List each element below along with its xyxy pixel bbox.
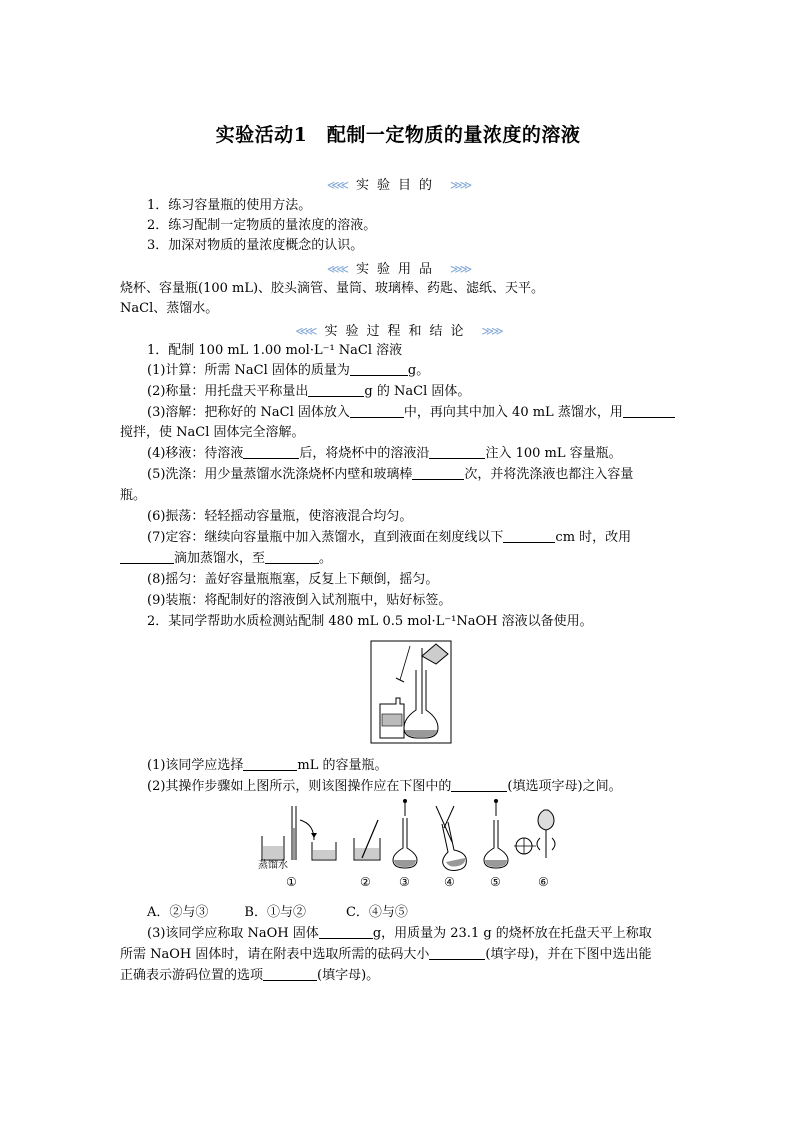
- step-4-figure: [436, 806, 466, 871]
- answer-blank[interactable]: [319, 924, 373, 939]
- step-2-figure: [354, 820, 380, 860]
- ornament-right-icon: ≫≫: [481, 324, 501, 338]
- step-label-4: ④: [444, 875, 455, 889]
- option-c[interactable]: C．④与⑤: [345, 905, 408, 920]
- steps-figure: [256, 798, 556, 890]
- step-label-3: ③: [399, 875, 410, 889]
- answer-blank[interactable]: [350, 361, 408, 376]
- materials-line-1: 烧杯、容量瓶(100 mL)、胶头滴管、量筒、玻璃棒、药匙、滤纸、天平。: [120, 281, 545, 296]
- q1-step-8: (8)摇匀：盖好容量瓶瓶塞，反复上下颠倒，摇匀。: [147, 572, 439, 587]
- section-header-materials: ≪≪ 实验用品 ≫≫: [326, 262, 470, 277]
- answer-blank[interactable]: [120, 549, 174, 564]
- q1-step-5: (5)洗涤：用少量蒸馏水洗涤烧杯内壁和玻璃棒 次，并将洗涤液也都注入容量: [147, 467, 634, 482]
- q1-step-6: (6)振荡：轻轻摇动容量瓶，使溶液混合均匀。: [147, 509, 413, 524]
- purpose-item-3: 3．加深对物质的量浓度概念的认识。: [147, 238, 364, 253]
- step-label-1: ①: [286, 875, 297, 889]
- q1-step-3-cont: 搅拌，使 NaCl 固体完全溶解。: [120, 425, 305, 440]
- ornament-right-icon: ≫≫: [450, 178, 470, 192]
- step-1-figure: [262, 806, 336, 860]
- step-6-figure: [537, 810, 555, 858]
- ornament-right-icon: ≫≫: [450, 262, 470, 276]
- ornament-left-icon: ≪≪: [326, 178, 346, 192]
- q1-step-2: (2)称量：用托盘天平称量出 g 的 NaCl 固体。: [147, 384, 471, 399]
- answer-blank[interactable]: [451, 777, 507, 792]
- ornament-left-icon: ≪≪: [295, 324, 315, 338]
- option-a[interactable]: A．②与③: [147, 905, 209, 920]
- answer-blank[interactable]: [243, 756, 297, 771]
- ornament-left-icon: ≪≪: [326, 262, 346, 276]
- step-5-figure: [484, 799, 536, 868]
- q1-step-1: (1)计算：所需 NaCl 固体的质量为 g。: [147, 363, 430, 378]
- page-title: 实验活动1 配制一定物质的量浓度的溶液: [215, 124, 581, 146]
- step-label-2: ②: [360, 875, 371, 889]
- q1-step-5-cont: 瓶。: [120, 488, 147, 503]
- purpose-item-2: 2．练习配制一定物质的量浓度的溶液。: [147, 218, 377, 233]
- answer-blank[interactable]: [263, 966, 317, 981]
- step-label-5: ⑤: [490, 875, 501, 889]
- answer-blank[interactable]: [623, 403, 675, 418]
- answer-blank[interactable]: [265, 549, 319, 564]
- section-header-purpose: ≪≪ 实验目的 ≫≫: [326, 178, 470, 193]
- answer-blank[interactable]: [350, 403, 404, 418]
- step-3-figure: [393, 799, 417, 868]
- q2-part-3-line-3: 正确表示游码位置的选项 (填字母)。: [120, 968, 380, 983]
- q2-part-2: (2)其操作步骤如上图所示，则该图操作应在下图中的 (填选项字母)之间。: [147, 779, 622, 794]
- section-header-process: ≪≪ 实验过程和结论 ≫≫: [295, 324, 501, 339]
- step-label-6: ⑥: [538, 875, 549, 889]
- q2-options: [120, 903, 703, 923]
- transfer-figure: [370, 640, 452, 744]
- q2-part-3-line-1: (3)该同学应称取 NaOH 固体 g，用质量为 23.1 g 的烧杯放在托盘天平上称取: [147, 926, 652, 941]
- q1-step-7-cont: 滴加蒸馏水，至 。: [120, 549, 676, 569]
- q1-heading: 1．配制 100 mL 1.00 mol·L⁻¹ NaCl 溶液: [147, 343, 403, 358]
- answer-blank[interactable]: [308, 382, 364, 397]
- q1-step-4: (4)移液：待溶液 后，将烧杯中的溶液沿 注入 100 mL 容量瓶。: [147, 446, 622, 461]
- answer-blank[interactable]: [243, 444, 299, 459]
- answer-blank[interactable]: [429, 945, 485, 960]
- answer-blank[interactable]: [503, 528, 555, 543]
- distilled-water-label: 蒸馏水: [258, 860, 288, 871]
- q2-heading: 2．某同学帮助水质检测站配制 480 mL 0.5 mol·L⁻¹NaOH 溶液以备使用。: [147, 614, 593, 629]
- q1-step-7: (7)定容：继续向容量瓶中加入蒸馏水，直到液面在刻度线以下 cm 时，改用: [147, 530, 632, 545]
- answer-blank[interactable]: [412, 465, 464, 480]
- answer-blank[interactable]: [429, 444, 485, 459]
- q2-part-3-line-2: 所需 NaOH 固体时，请在附表中选取所需的砝码大小 (填字母)，并在下图中选出能: [120, 947, 652, 962]
- materials-line-2: NaCl、蒸馏水。: [120, 301, 219, 316]
- q1-step-3: (3)溶解：把称好的 NaCl 固体放入 中，再向其中加入 40 mL 蒸馏水，用: [120, 403, 703, 423]
- purpose-item-1: 1．练习容量瓶的使用方法。: [147, 198, 312, 213]
- q1-step-9: (9)装瓶：将配制好的溶液倒入试剂瓶中，贴好标签。: [147, 593, 452, 608]
- q2-part-1: (1)该同学应选择 mL 的容量瓶。: [147, 758, 388, 773]
- option-b[interactable]: B．①与②: [244, 905, 306, 920]
